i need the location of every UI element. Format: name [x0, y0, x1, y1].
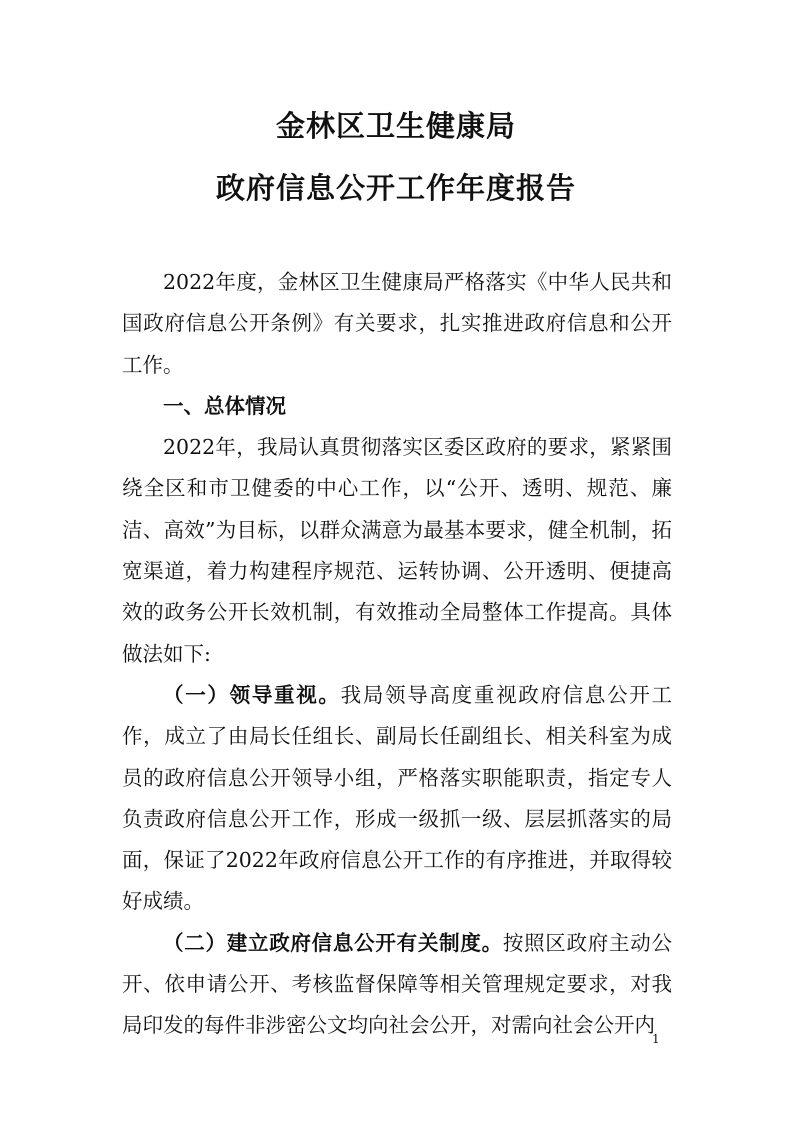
intro-paragraph: 2022年度，金林区卫生健康局严格落实《中华人民共和国政府信息公开条例》有关要求，扎实推进政府信息和公开工作。 [122, 270, 672, 377]
item-system-paragraph [122, 923, 672, 1047]
item-system-text: 按照区政府主动公开、依申请公开、考核监督保障等相关管理规定要求，对我局印发的每件非涉密公文均向社会公开，对需向社会公开内 [122, 930, 673, 1038]
section-heading-overview: 一、总体情况 [163, 393, 286, 418]
document-body [122, 262, 672, 1047]
item-system-lead: （二）建立政府信息公开有关制度。 [163, 930, 503, 955]
overview-paragraph: 2022年，我局认真贯彻落实区委区政府的要求，紧紧围绕全区和市卫健委的中心工作，以“公开、透明、规范、廉洁、高效”为目标，以群众满意为最基本要求，健全机制，拓宽渠道，着力构建程序规范、运转协调、公开透明、便捷高效的政务公开长效机制，有效推动全局整体工作提高。具体做法如下: [122, 435, 672, 666]
item-leadership-lead: （一）领导重视。 [163, 682, 341, 707]
document-title-line2: 政府信息公开工作年度报告 [215, 171, 576, 205]
page-number: 1 [652, 1032, 660, 1046]
document-title-line1: 金林区卫生健康局 [275, 109, 516, 143]
item-leadership-paragraph [122, 675, 672, 923]
item-leadership-text: 我局领导高度重视政府信息公开工作，成立了由局长任组长、副局长任副组长、相关科室为成员的政府信息公开领导小组，严格落实职能职责，指定专人负责政府信息公开工作，形成一级抓一级、层层抓落实的局面，保证了2022年政府信息公开工作的有序推进，并取得较好成绩。 [122, 682, 673, 914]
